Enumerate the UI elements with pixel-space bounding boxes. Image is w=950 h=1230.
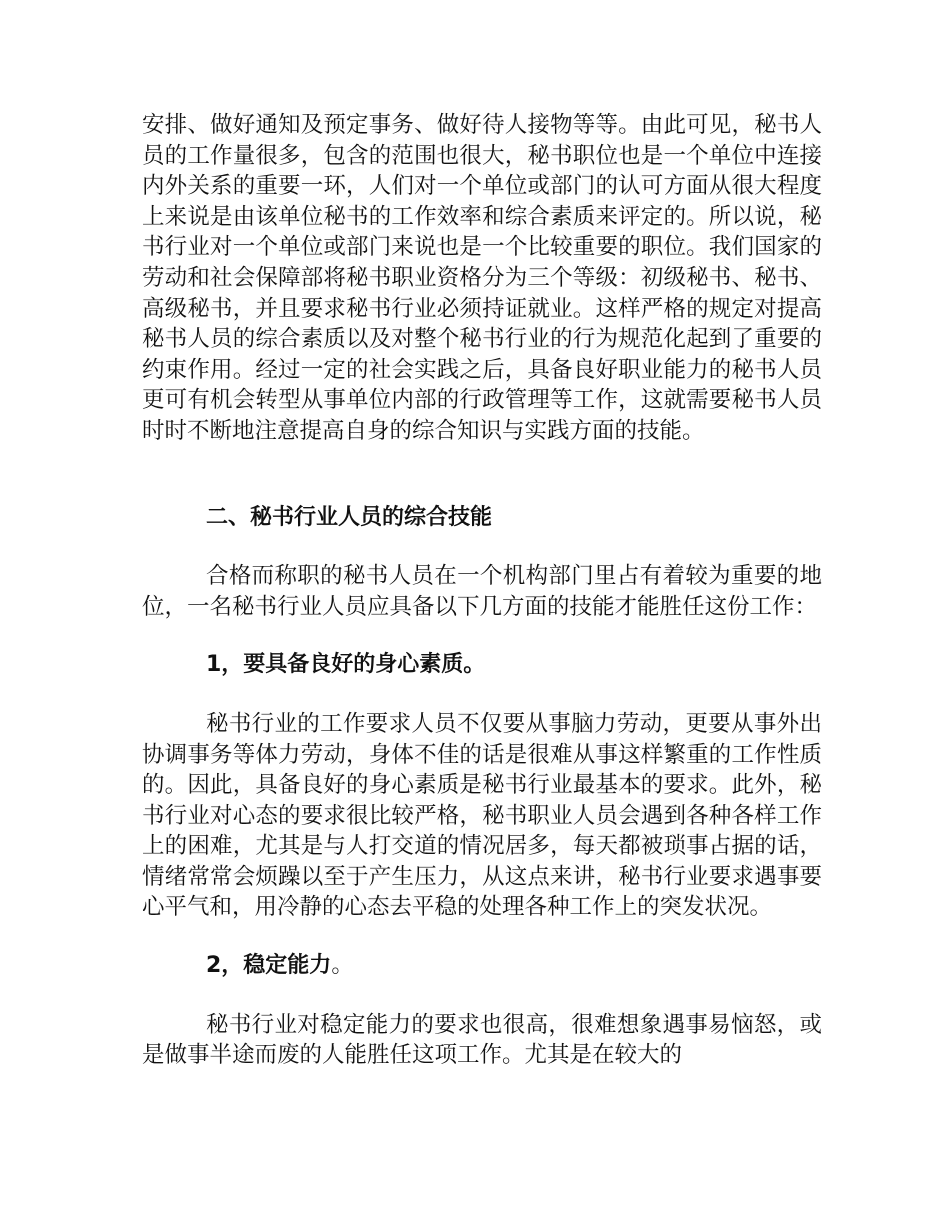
item2-heading-punct: 。 xyxy=(331,953,354,979)
spacer xyxy=(142,923,822,951)
item2-paragraph: 秘书行业对稳定能力的要求也很高，很难想象遇事易恼怒，或是做事半途而废的人能胜任这项工作。尤其是在较大的 xyxy=(142,1011,822,1069)
spacer xyxy=(142,681,822,709)
item2-heading-text: 2，稳定能力 xyxy=(206,953,332,979)
item2-heading xyxy=(142,951,822,982)
document-body xyxy=(142,110,822,1071)
item1-paragraph: 秘书行业的工作要求人员不仅要从事脑力劳动，更要从事外出协调事务等体力劳动，身体不佳的话是很难从事这样繁重的工作性质的。因此，具备良好的身心素质是秘书行业最基本的要求。此外，秘书行业对心态的要求很比较严格，秘书职业人员会遇到各种各样工作上的困难，尤其是与人打交道的情况居多，每天都被琐事占据的话，情绪常常会烦躁以至于产生压力，从这点来讲，秘书行业要求遇事要心平气和，用冷静的心态去平稳的处理各种工作上的突发状况。 xyxy=(142,710,822,921)
spacer xyxy=(142,622,822,650)
spacer xyxy=(142,447,822,503)
item1-heading: 1，要具备良好的身心素质。 xyxy=(206,652,486,678)
spacer xyxy=(142,982,822,1010)
section-heading: 二、秘书行业人员的综合技能 xyxy=(206,504,493,530)
intro-paragraph: 安排、做好通知及预定事务、做好待人接物等等。由此可见，秘书人员的工作量很多，包含的范围也很大，秘书职位也是一个单位中连接内外关系的重要一环，人们对一个单位或部门的认可方面从很大程度上来说是由该单位秘书的工作效率和综合素质来评定的。所以说，秘书行业对一个单位或部门来说也是一个比较重要的职位。我们国家的劳动和社会保障部将秘书职业资格分为三个等级：初级秘书、秘书、高级秘书，并且要求秘书行业必须持证就业。这样严格的规定对提高秘书人员的综合素质以及对整个秘书行业的行为规范化起到了重要的约束作用。经过一定的社会实践之后，具备良好职业能力的秘书人员更可有机会转型从事单位内部的行政管理等工作，这就需要秘书人员时时不断地注意提高自身的综合知识与实践方面的技能。 xyxy=(142,112,822,444)
section-intro-paragraph: 合格而称职的秘书人员在一个机构部门里占有着较为重要的地位，一名秘书行业人员应具备以下几方面的技能才能胜任这份工作： xyxy=(142,563,822,620)
spacer xyxy=(142,533,822,561)
